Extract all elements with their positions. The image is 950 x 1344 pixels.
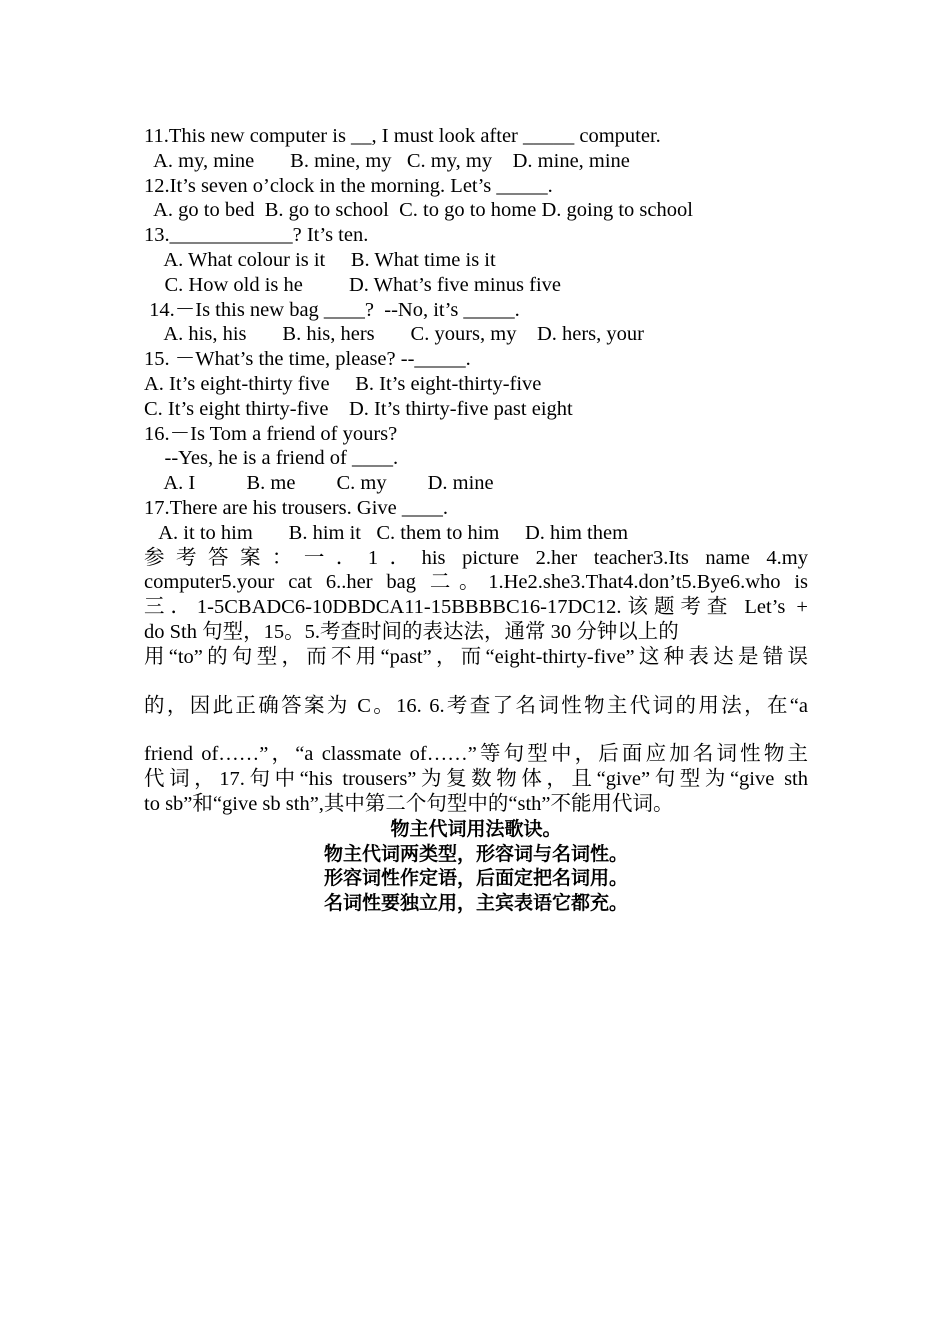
answer-line: do Sth 句型，15。5.考查时间的表达法，通常 30 分钟以上的 xyxy=(144,620,679,643)
answer-line: 用“to”的句型，而不用“past”，而“eight-thirty-five”这种表达是错误 xyxy=(144,645,808,668)
rhyme-line: 形容词性作定语，后面定把名词用。 xyxy=(323,867,628,890)
question-stem: 13.____________? It’s ten. xyxy=(144,224,369,247)
question-options: A. my, mine B. mine, my C. my, my D. mine, mine xyxy=(144,149,630,172)
question-stem: 11.This new computer is __, I must look after _____ computer. xyxy=(144,125,661,147)
question-options: --Yes, he is a friend of ____. xyxy=(144,447,399,470)
answer-line: 参考答案：一．1．his picture 2.her teacher3.Its name 4.my xyxy=(144,546,808,569)
question-stem: 17.There are his trousers. Give ____. xyxy=(144,496,448,519)
question-17 xyxy=(144,496,808,546)
question-options: C. It’s eight thirty-five D. It’s thirty-five past eight xyxy=(144,397,573,420)
question-13 xyxy=(144,223,808,297)
question-options: A. his, his B. his, hers C. yours, my D. hers, your xyxy=(144,323,644,346)
answer-key xyxy=(144,546,808,817)
question-11 xyxy=(144,124,808,174)
question-options: A. What colour is it B. What time is it xyxy=(144,248,496,271)
pronoun-rhyme xyxy=(144,817,808,916)
answer-line: friend of……”，“a classmate of……”等句型中，后面应加名词性物主 xyxy=(144,743,808,766)
question-options: A. go to bed B. go to school C. to go to home D. going to school xyxy=(144,199,693,222)
answer-line: 三．1-5CBADC6-10DBDCA11-15BBBBC16-17DC12.该题考查 Let’s + xyxy=(144,596,808,619)
question-options: A. I B. me C. my D. mine xyxy=(144,472,494,495)
question-options: A. It’s eight-thirty five B. It’s eight-thirty-five xyxy=(144,372,542,395)
question-14 xyxy=(144,298,808,348)
rhyme-title: 物主代词用法歌诀。 xyxy=(390,817,562,840)
answer-line: 的，因此正确答案为 C。16. 6.考查了名词性物主代词的用法，在“a xyxy=(144,694,808,717)
rhyme-line: 名词性要独立用，主宾表语它都充。 xyxy=(323,892,628,915)
question-stem: 14.－Is this new bag ____? --No, it’s _____. xyxy=(144,298,520,321)
question-stem: 16.－Is Tom a friend of yours? xyxy=(144,422,398,445)
question-options: C. How old is he D. What’s five minus five xyxy=(144,273,561,296)
answer-line: to sb”和“give sb sth”,其中第二个句型中的“sth”不能用代词。 xyxy=(144,792,674,815)
question-12 xyxy=(144,174,808,224)
question-options: A. it to him B. him it C. them to him D. him them xyxy=(144,521,629,544)
rhyme-line: 物主代词两类型，形容词与名词性。 xyxy=(323,842,628,865)
answer-line: 代词，17.句中“his trousers”为复数物体，且“give”句型为“give sth xyxy=(144,768,808,791)
question-15 xyxy=(144,347,808,421)
question-16 xyxy=(144,422,808,496)
answer-line: computer5.your cat 6..her bag 二。1.He2.she3.That4.don’t5.Bye6.who is xyxy=(144,571,808,594)
question-stem: 15. －What’s the time, please? --_____. xyxy=(144,348,471,371)
question-stem: 12.It’s seven o’clock in the morning. Let’s _____. xyxy=(144,174,553,197)
document-page xyxy=(144,124,808,916)
